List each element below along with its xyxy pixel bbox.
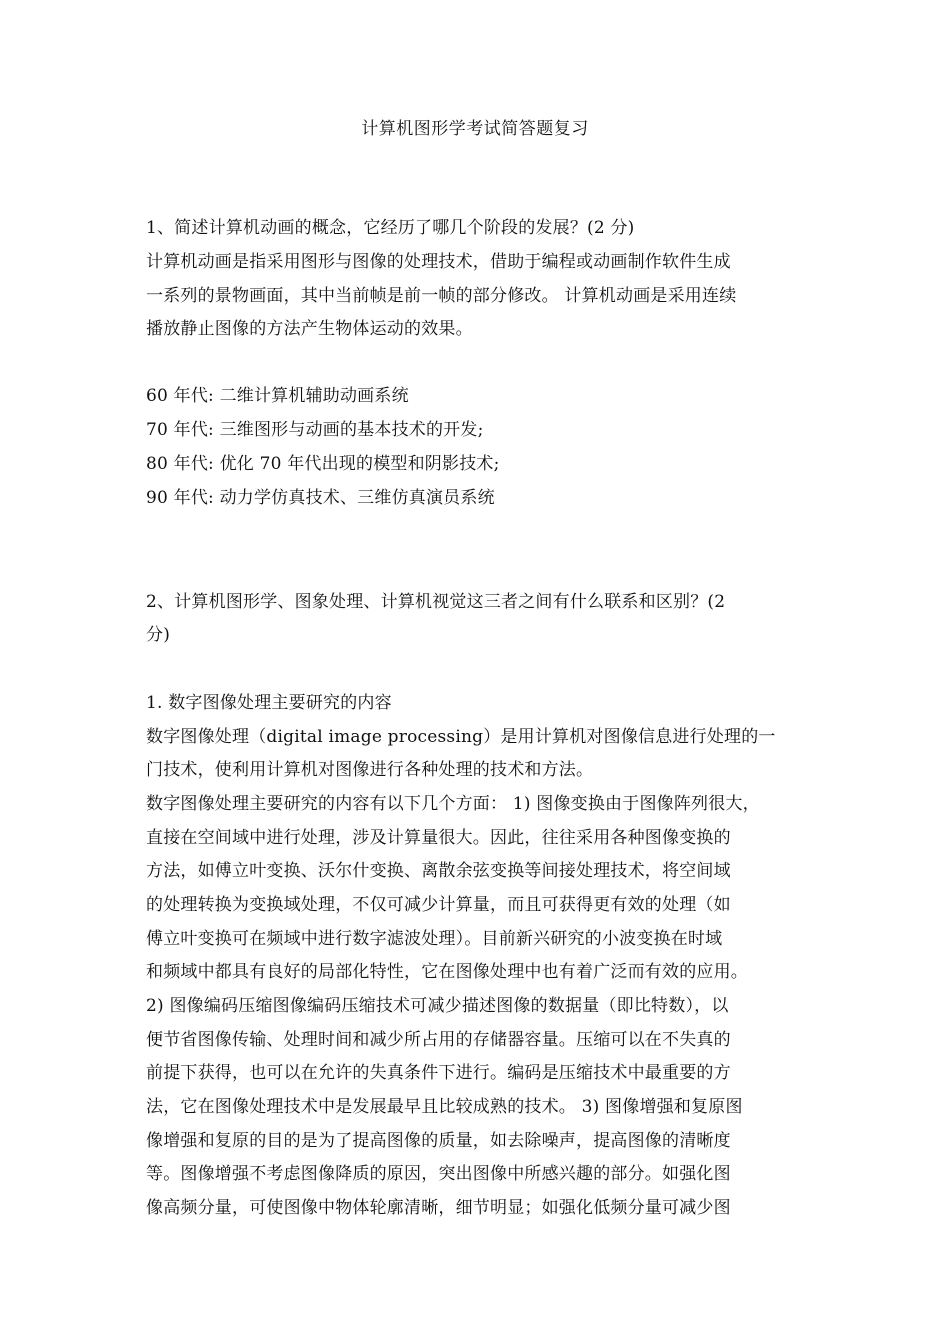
q2-body-line: 方法，如傅立叶变换、沃尔什变换、离散余弦变换等间接处理技术，将空间域	[146, 861, 731, 881]
q2-body-line: 和频域中都具有良好的局部化特性，它在图像处理中也有着广泛而有效的应用。	[146, 962, 748, 982]
q1-stage-item: 70 年代: 三维图形与动画的基本技术的开发;	[146, 420, 484, 440]
q2-body-line: 前提下获得，也可以在允许的失真条件下进行。编码是压缩技术中最重要的方	[146, 1063, 731, 1083]
q2-body-line: 像高频分量，可使图像中物体轮廓清晰，细节明显；如强化低频分量可减少图	[146, 1198, 731, 1218]
q2-body-line: 门技术，使利用计算机对图像进行各种处理的技术和方法。	[146, 760, 594, 780]
q1-answer-line: 计算机动画是指采用图形与图像的处理技术，借助于编程或动画制作软件生成	[146, 252, 731, 272]
q2-body-line: 的处理转换为变换域处理，不仅可减少计算量，而且可获得更有效的处理（如	[146, 895, 731, 915]
q2-body-line: 傅立叶变换可在频域中进行数字滤波处理）。目前新兴研究的小波变换在时域	[146, 929, 723, 949]
q2-question-line: 分)	[146, 625, 171, 645]
q2-body-line: 2) 图像编码压缩图像编码压缩技术可减少描述图像的数据量（即比特数），以	[146, 996, 729, 1016]
q2-body-line: 法，它在图像处理技术中是发展最早且比较成熟的技术。 3) 图像增强和复原图	[146, 1097, 743, 1117]
q1-stage-item: 60 年代: 二维计算机辅助动画系统	[146, 386, 409, 406]
q2-question-line: 2、计算机图形学、图象处理、计算机视觉这三者之间有什么联系和区别？(2	[146, 592, 726, 612]
q2-body-line: 等。图像增强不考虑图像降质的原因，突出图像中所感兴趣的部分。如强化图	[146, 1164, 731, 1184]
q2-body-line: 便节省图像传输、处理时间和减少所占用的存储器容量。压缩可以在不失真的	[146, 1030, 731, 1050]
document-title: 计算机图形学考试简答题复习	[361, 119, 589, 139]
q1-stage-item: 90 年代: 动力学仿真技术、三维仿真演员系统	[146, 488, 495, 508]
q2-body-line: 直接在空间域中进行处理，涉及计算量很大。因此，往往采用各种图像变换的	[146, 828, 731, 848]
q1-question: 1、简述计算机动画的概念，它经历了哪几个阶段的发展？(2 分)	[146, 218, 635, 238]
q1-answer-line: 一系列的景物画面，其中当前帧是前一帧的部分修改。 计算机动画是采用连续	[146, 286, 737, 306]
q2-section-heading: 1. 数字图像处理主要研究的内容	[146, 693, 392, 713]
q1-answer-line: 播放静止图像的方法产生物体运动的效果。	[146, 319, 473, 339]
q2-body-line: 像增强和复原的目的是为了提高图像的质量，如去除噪声，提高图像的清晰度	[146, 1131, 731, 1151]
q2-body-line: 数字图像处理主要研究的内容有以下几个方面： 1) 图像变换由于图像阵列很大，	[146, 794, 760, 814]
q1-stage-item: 80 年代: 优化 70 年代出现的模型和阴影技术;	[146, 454, 500, 474]
q2-body-line: 数字图像处理（digital image processing）是用计算机对图像信息进行处理的一	[146, 727, 776, 747]
